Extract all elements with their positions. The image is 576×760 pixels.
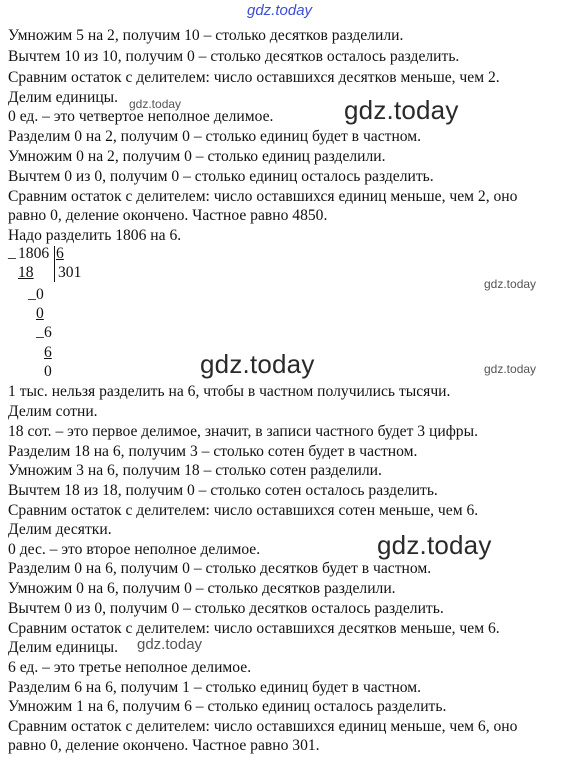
watermark-big: gdz.today bbox=[200, 349, 315, 379]
text-line: Вычтем 0 из 0, получим 0 – столько десятков осталось разделить. bbox=[8, 600, 444, 617]
text-line: Умножим 5 на 2, получим 10 – столько десятков разделили. bbox=[8, 27, 404, 44]
watermark-big: gdz.today bbox=[377, 530, 492, 560]
division-first-subtrahend: 18 bbox=[18, 264, 34, 281]
text-line: Сравним остаток с делителем: число оставшихся десятков меньше, чем 2. bbox=[8, 69, 500, 86]
text-line: Разделим 18 на 6, получим 3 – столько сотен будет в частном. bbox=[8, 443, 418, 460]
watermark-big: gdz.today bbox=[344, 95, 459, 125]
division-minus-sign: _ bbox=[36, 323, 44, 340]
text-line: 6 ед. – это третье неполное делимое. bbox=[8, 659, 252, 676]
watermark-small: gdz.today bbox=[137, 636, 203, 653]
division-step: 6 bbox=[44, 344, 52, 361]
division-minus-sign: _ bbox=[28, 285, 36, 302]
text-line: равно 0, деление окончено. Частное равно 4850. bbox=[8, 207, 328, 224]
division-step: 0 bbox=[44, 363, 52, 380]
watermark-small: gdz.today bbox=[484, 277, 537, 291]
division-bracket-line bbox=[54, 246, 55, 282]
text-line: Делим десятки. bbox=[8, 521, 112, 538]
text-line: Сравним остаток с делителем: число оставшихся десятков меньше, чем 6. bbox=[8, 620, 500, 637]
text-line: Делим единицы. bbox=[8, 89, 119, 106]
text-line: Сравним остаток с делителем: число оставшихся единиц меньше, чем 2, оно bbox=[8, 188, 518, 205]
text-line: 1 тыс. нельзя разделить на 6, чтобы в частном получились тысячи. bbox=[8, 383, 451, 400]
text-line: Вычтем 18 из 18, получим 0 – столько сотен осталось разделить. bbox=[8, 482, 438, 499]
watermark-top: gdz.today bbox=[247, 2, 313, 19]
text-line: Делим единицы. bbox=[8, 639, 119, 656]
watermark-small: gdz.today bbox=[129, 97, 182, 111]
text-line: Умножим 0 на 2, получим 0 – столько единиц разделили. bbox=[8, 148, 386, 165]
division-divisor: 6 bbox=[56, 245, 64, 262]
text-line: Сравним остаток с делителем: число оставшихся единиц меньше, чем 6, оно bbox=[8, 718, 518, 735]
text-line: Умножим 1 на 6, получим 6 – столько единиц осталось разделить. bbox=[8, 698, 447, 715]
division-step: 6 bbox=[44, 324, 52, 341]
division-minus-sign: _ bbox=[8, 244, 16, 261]
text-line: равно 0, деление окончено. Частное равно 301. bbox=[8, 737, 320, 754]
text-line: Разделим 6 на 6, получим 1 – столько единиц будет в частном. bbox=[8, 679, 422, 696]
text-line: Вычтем 10 из 10, получим 0 – столько десятков осталось разделить. bbox=[8, 48, 460, 65]
text-line: Умножим 0 на 6, получим 0 – столько десятков разделили. bbox=[8, 580, 396, 597]
text-line: Умножим 3 на 6, получим 18 – столько сотен разделили. bbox=[8, 462, 382, 479]
division-step: 0 bbox=[36, 305, 44, 322]
watermark-small: gdz.today bbox=[484, 362, 537, 376]
text-line: 0 дес. – это второе неполное делимое. bbox=[8, 541, 261, 558]
text-line: Делим сотни. bbox=[8, 403, 98, 420]
text-line: 18 сот. – это первое делимое, значит, в записи частного будет 3 цифры. bbox=[8, 423, 478, 440]
text-line: 0 ед. – это четвертое неполное делимое. bbox=[8, 108, 274, 125]
text-line: Вычтем 0 из 0, получим 0 – столько единиц осталось разделить. bbox=[8, 168, 434, 185]
division-dividend: 1806 bbox=[18, 245, 50, 262]
text-line: Разделим 0 на 6, получим 0 – столько десятков будет в частном. bbox=[8, 560, 432, 577]
text-line: Сравним остаток с делителем: число оставшихся сотен меньше, чем 6. bbox=[8, 502, 479, 519]
division-quotient: 301 bbox=[58, 264, 82, 281]
text-line: Разделим 0 на 2, получим 0 – столько единиц будет в частном. bbox=[8, 128, 422, 145]
division-step: 0 bbox=[36, 286, 44, 303]
text-line: Надо разделить 1806 на 6. bbox=[8, 227, 182, 244]
